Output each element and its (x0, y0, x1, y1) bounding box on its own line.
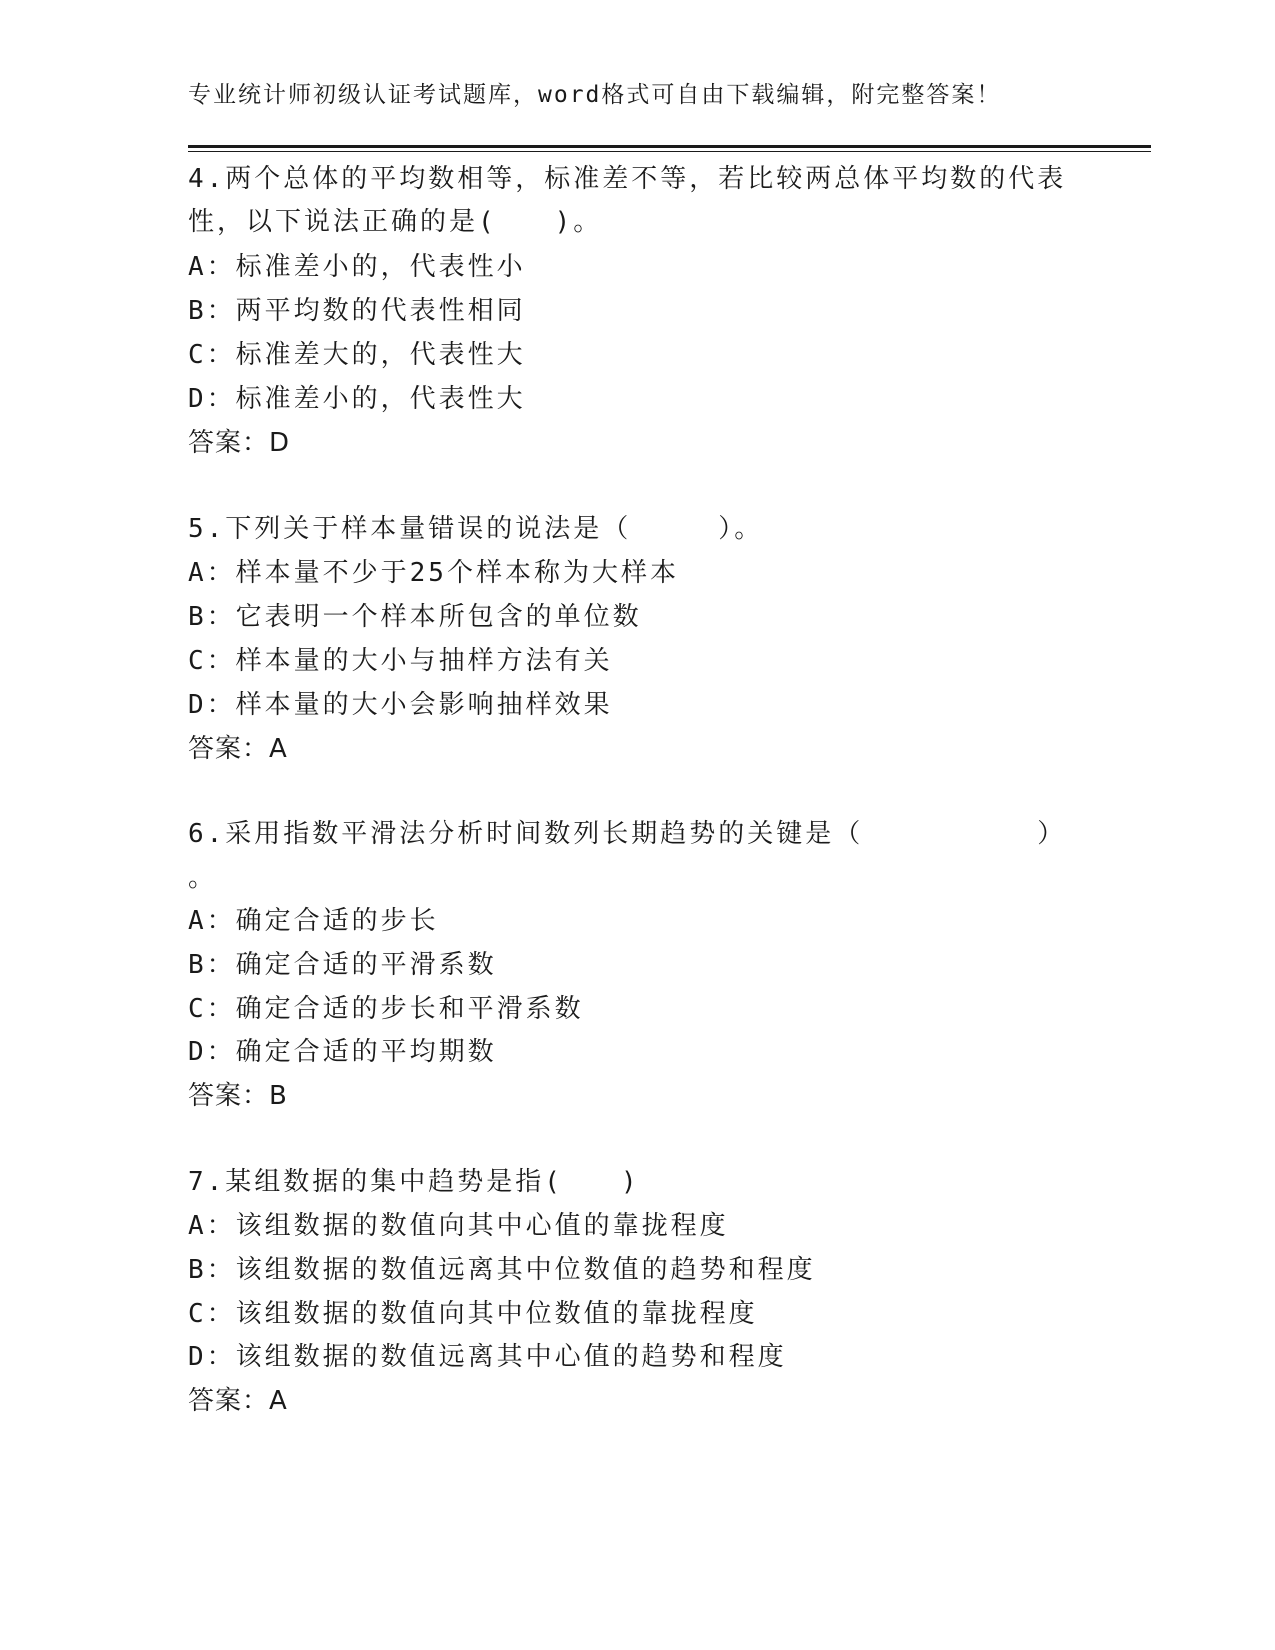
question-6-answer: 答案：B (188, 1081, 288, 1111)
question-4-option-c: C：标准差大的，代表性大 (188, 340, 526, 370)
question-5-option-b: B：它表明一个样本所包含的单位数 (188, 602, 642, 632)
question-6-stem-line-2: 。 (188, 863, 218, 893)
header-divider-thick (188, 145, 1151, 148)
question-4-answer: 答案：D (188, 428, 291, 458)
header-text: 专业统计师初级认证考试题库，word格式可自由下载编辑，附完整答案！ (188, 82, 1002, 108)
question-7-answer: 答案：A (188, 1386, 288, 1416)
question-7-option-c: C：该组数据的数值向其中位数值的靠拢程度 (188, 1299, 758, 1329)
question-4-stem-line-2: 性，以下说法正确的是( )。 (188, 207, 603, 237)
question-7-option-d: D：该组数据的数值远离其中心值的趋势和程度 (188, 1342, 787, 1372)
question-4-stem-line-1: 4.两个总体的平均数相等，标准差不等，若比较两总体平均数的代表 (188, 164, 1067, 194)
question-5-stem-line-1: 5.下列关于样本量错误的说法是（ ）。 (188, 514, 764, 544)
question-6-option-a: A：确定合适的步长 (188, 906, 439, 936)
question-4-option-b: B：两平均数的代表性相同 (188, 296, 526, 326)
question-5-option-c: C：样本量的大小与抽样方法有关 (188, 646, 613, 676)
question-7-option-b: B：该组数据的数值远离其中位数值的趋势和程度 (188, 1255, 816, 1285)
question-5-option-a: A：样本量不少于25个样本称为大样本 (188, 558, 679, 588)
question-6-stem-line-1: 6.采用指数平滑法分析时间数列长期趋势的关键是（ ） (188, 819, 1067, 849)
question-7-stem-line-1: 7.某组数据的集中趋势是指( ) (188, 1167, 640, 1197)
question-4-option-d: D：标准差小的，代表性大 (188, 384, 526, 414)
question-6-option-c: C：确定合适的步长和平滑系数 (188, 994, 584, 1024)
question-5-option-d: D：样本量的大小会影响抽样效果 (188, 690, 613, 720)
question-6-option-d: D：确定合适的平均期数 (188, 1037, 497, 1067)
question-7-option-a: A：该组数据的数值向其中心值的靠拢程度 (188, 1211, 729, 1241)
question-6-option-b: B：确定合适的平滑系数 (188, 950, 497, 980)
header-divider-thin (188, 151, 1151, 152)
question-5-answer: 答案：A (188, 734, 288, 764)
question-4-option-a: A：标准差小的，代表性小 (188, 252, 526, 282)
